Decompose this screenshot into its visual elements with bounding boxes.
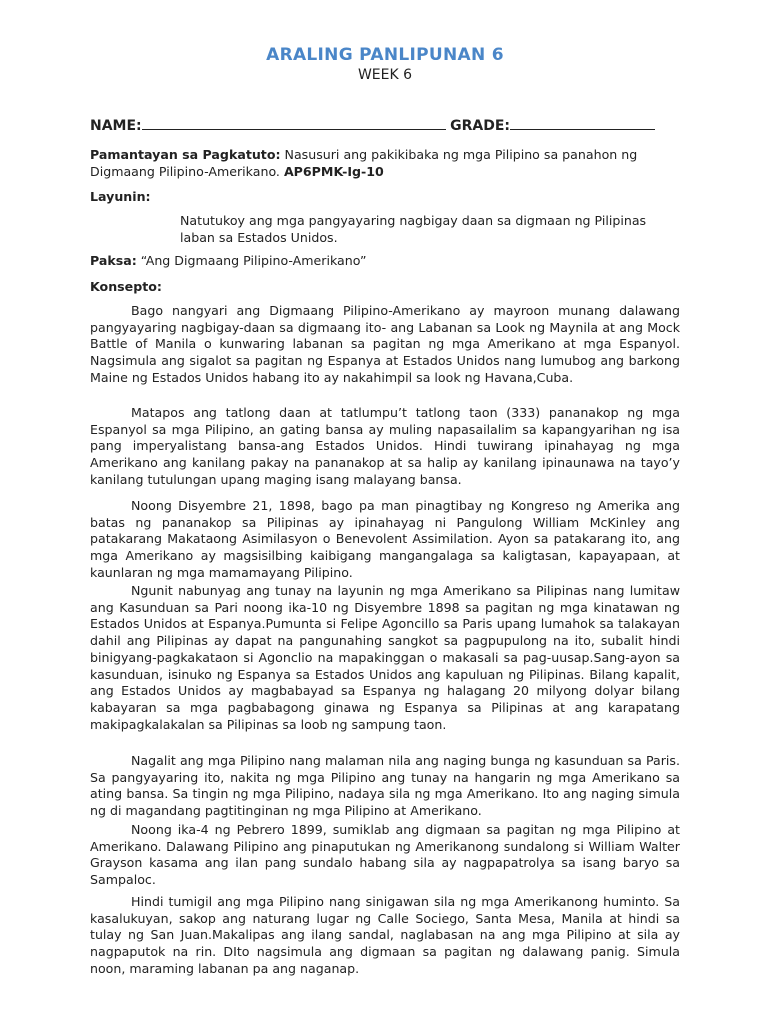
concept-paragraph: Hindi tumigil ang mga Pilipino nang sinigawan sila ng mga Amerikanong huminto. Sa kasalukuyan, sakop ang naturang lugar ng Calle Sociego, Santa Mesa, Manila at hindi sa tulay ng San Juan.Makalipas ang ilang sandal, naglabasan na ang mga Pilipino at sila ay nagpaputok na rin. DIto nagsimula ang digmaan sa pagitan ng dalawang panig. Simula noon, maraming labanan pa ang naganap.: [90, 894, 680, 976]
worksheet-title: ARALING PANLIPUNAN 6: [266, 45, 504, 65]
concept-paragraph: Matapos ang tatlong daan at tatlumpu’t tatlong taon (333) pananakop ng mga Espanyol sa mga Pilipino, an gating bansa ay muling napasailalim sa kapangyarihan ng isa pang imperyalistang bansa-ang Estados Unidos. Hindi tuwirang ipinahayag ng mga Amerikano ang kanilang pakay na pananakop at sa halip ay kanilang ipinaunawa na tayo’y kanilang tutulungan upang maging isang malayang bansa.: [90, 405, 680, 487]
week-label: WEEK 6: [357, 67, 413, 83]
topic-text: “Ang Digmaang Pilipino-Amerikano”: [136, 253, 367, 268]
competency-code: AP6PMK-Ig-10: [283, 163, 384, 179]
name-field[interactable]: [142, 116, 446, 130]
concept-paragraph: Nagalit ang mga Pilipino nang malaman nila ang naging bunga ng kasunduan sa Paris. Sa pangyayaring ito, nakita ng mga Pilipino ang tunay na hangarin ng mga Amerikano sa ating bansa. Sa tingin ng mga Pilipino, nadaya sila ng mga Amerikano. Ito ang naging simula ng di magandang pagtitinginan ng mga Pilipino at Amerikano.: [90, 753, 680, 819]
concept-label: Konsepto:: [90, 279, 162, 294]
topic: [90, 253, 680, 270]
name-label: NAME:: [90, 118, 142, 134]
student-info-row: [90, 116, 655, 134]
learning-standard: [90, 147, 680, 180]
standard-text: Nasusuri ang pakikibaka ng mga Pilipino sa panahon ng Digmaang Pilipino-Amerikano.: [90, 147, 638, 179]
standard-label: Pamantayan sa Pagkatuto:: [90, 147, 281, 162]
grade-field[interactable]: [510, 116, 655, 130]
grade-label: GRADE:: [450, 118, 510, 134]
concept-paragraph: Ngunit nabunyag ang tunay na layunin ng mga Amerikano sa Pilipinas nang lumitaw ang Kasunduan sa Pari noong ika-10 ng Disyembre 1898 sa pagitan ng mga kinatawan ng Estados Unidos at Espanya.Pumunta si Felipe Agoncillo sa Paris upang lumahok sa talakayan dahil ang Pilipinas ay dapat na pangunahing sangkot sa pagpupulong na ito, subalit hindi binigyang-pagkakataon si Agonclio na mapakinggan o makasali sa pag-uusap.Sang-ayon sa kasunduan, isinuko ng Espanya sa Estados Unidos ang kapuluan ng Pilipinas. Bilang kapalit, ang Estados Unidos ay magbabayad sa Espanya ng halagang 20 milyong dolyar bilang kabayaran sa mga pagbabagong ginawa ng Espanya sa Pilipinas at ang karapatang makipagkalakalan sa Pilipinas sa loob ng sampung taon.: [90, 583, 680, 732]
objective-label: Layunin:: [90, 189, 151, 204]
objective-text: Natutukoy ang mga pangyayaring nagbigay daan sa digmaan ng Pilipinas laban sa Estados Unidos.: [180, 213, 647, 245]
concept-paragraph: Noong ika-4 ng Pebrero 1899, sumiklab ang digmaan sa pagitan ng mga Pilipino at Amerikano. Dalawang Pilipino ang pinaputukan ng Amerikanong sundalong si William Walter Grayson kasama ang ilan pang sundalo habang sila ay nagpapatrolya sa isang baryo sa Sampaloc.: [90, 822, 680, 888]
concept-paragraph: Bago nangyari ang Digmaang Pilipino-Amerikano ay mayroon munang dalawang pangyayaring nagbigay-daan sa digmaang ito- ang Labanan sa Look ng Maynila at ang Mock Battle of Manila o kunwaring labanan sa pagitan ng mga Amerikano at mga Espanyol. Nagsimula ang sigalot sa pagitan ng Espanya at Estados Unidos nang lumubog ang barkong Maine ng Estados Unidos habang ito ay nakahimpil sa look ng Havana,Cuba.: [90, 303, 680, 385]
topic-label: Paksa:: [90, 253, 137, 268]
concept-paragraph: Noong Disyembre 21, 1898, bago pa man pinagtibay ng Kongreso ng Amerika ang batas ng pananakop sa Pilipinas ay ipinahayag ni Pangulong William McKinley ang patakarang Makataong Asimilasyon o Benevolent Assimilation. Ayon sa patakarang ito, ang mga Amerikano ay magsisilbing kaibigang mangangalaga sa kaligtasan, kapayapaan, at kaunlaran ng mga mamamayang Pilipino.: [90, 498, 680, 580]
